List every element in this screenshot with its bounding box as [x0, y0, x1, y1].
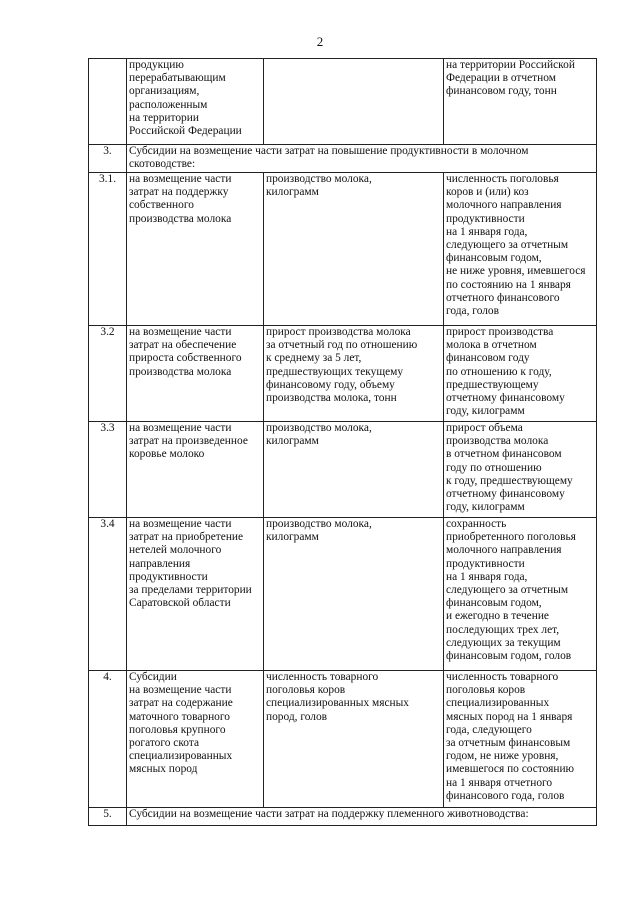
- result-indicator-line: производства молока, тонн: [266, 392, 397, 405]
- section-title: [127, 808, 597, 826]
- target-indicator-line: годом, не ниже уровня,: [446, 750, 559, 763]
- subsidy-purpose-line: мясных пород: [129, 763, 198, 776]
- subsidy-purpose-line: маточного товарного: [129, 710, 230, 723]
- target-indicator-line: продуктивности: [446, 212, 525, 225]
- target-indicator-line: следующего за отчетным: [446, 239, 569, 252]
- target-indicator-line: следующего за отчетным: [446, 584, 569, 597]
- target-indicator: [444, 518, 597, 671]
- row-number: 3.: [89, 145, 127, 173]
- target-indicator-line: финансовым годом,: [446, 597, 542, 610]
- subsidy-purpose-line: поголовья крупного: [129, 723, 226, 736]
- result-indicator-line: поголовья коров: [266, 684, 346, 697]
- target-indicator-line: коров и (или) коз: [446, 186, 529, 199]
- result-indicator: [264, 326, 444, 422]
- subsidy-purpose: [127, 173, 264, 326]
- result-indicator: [264, 518, 444, 671]
- result-indicator: [264, 173, 444, 326]
- table-row: [89, 173, 597, 326]
- target-indicator-line: отчетного финансового: [446, 291, 560, 304]
- table-row: [89, 59, 597, 145]
- subsidy-purpose-line: затрат на содержание: [129, 697, 233, 710]
- subsidy-table: [88, 58, 597, 826]
- target-indicator-line: году по отношению: [446, 461, 542, 474]
- target-indicator-line: производства молока: [446, 435, 549, 448]
- result-indicator-line: производство молока,: [266, 518, 372, 530]
- section-title-line: Субсидии на возмещение части затрат на поддержку племенного животноводства:: [129, 808, 529, 820]
- subsidy-purpose-line: затрат на поддержку: [129, 186, 229, 199]
- target-indicator-line: поголовья коров: [446, 684, 526, 697]
- subsidy-purpose-line: за пределами территории: [129, 584, 252, 597]
- section-row: [89, 808, 597, 826]
- table-row: [89, 326, 597, 422]
- target-indicator-line: молока в отчетном: [446, 339, 537, 352]
- target-indicator-line: на 1 января года,: [446, 225, 528, 238]
- subsidy-purpose-line: собственного: [129, 199, 194, 212]
- target-indicator-line: последующих трех лет,: [446, 623, 560, 636]
- subsidy-purpose-line: продуктивности: [129, 570, 208, 583]
- target-indicator-line: в отчетном финансовом: [446, 448, 562, 461]
- target-indicator-line: молочного направления: [446, 544, 562, 557]
- target-indicator-line: следующих за текущим: [446, 636, 561, 649]
- target-indicator-line: года, голов: [446, 305, 499, 318]
- target-indicator-line: имевшегося по состоянию: [446, 763, 575, 776]
- subsidy-purpose-line: направления: [129, 557, 191, 570]
- subsidy-purpose-line: на возмещение части: [129, 684, 232, 697]
- subsidy-purpose-line: перерабатывающим: [129, 72, 226, 85]
- result-indicator-line: пород, голов: [266, 710, 328, 723]
- row-number: 3.1.: [89, 173, 127, 326]
- target-indicator-line: предшествующему: [446, 378, 539, 391]
- target-indicator: [444, 59, 597, 145]
- result-indicator-line: финансовому году, объему: [266, 378, 395, 391]
- result-indicator-line: прирост производства молока: [266, 326, 411, 338]
- section-row: [89, 145, 597, 173]
- result-indicator: [264, 671, 444, 808]
- subsidy-purpose-line: Российской Федерации: [129, 125, 242, 138]
- row-number: 3.4: [89, 518, 127, 671]
- subsidy-purpose-line: расположенным: [129, 98, 208, 111]
- subsidy-purpose-line: производства молока: [129, 365, 232, 378]
- subsidy-purpose: [127, 518, 264, 671]
- result-indicator: [264, 59, 444, 145]
- target-indicator-line: отчетному финансовому: [446, 488, 565, 501]
- result-indicator-line: специализированных мясных: [266, 697, 409, 710]
- subsidy-purpose-line: Саратовской области: [129, 597, 231, 610]
- table-row: [89, 518, 597, 671]
- target-indicator-line: за отчетным финансовым: [446, 737, 571, 750]
- result-indicator: [264, 422, 444, 518]
- subsidy-purpose-line: затрат на приобретение: [129, 531, 244, 544]
- target-indicator-line: приобретенного поголовья: [446, 531, 576, 544]
- subsidy-purpose-line: рогатого скота: [129, 737, 200, 750]
- subsidy-purpose-line: нетелей молочного: [129, 544, 222, 557]
- target-indicator-line: не ниже уровня, имевшегося: [446, 265, 586, 278]
- result-indicator-line: численность товарного: [266, 671, 379, 683]
- target-indicator-line: численность поголовья: [446, 173, 559, 185]
- target-indicator-line: прирост объема: [446, 422, 523, 434]
- target-indicator-line: молочного направления: [446, 199, 562, 212]
- subsidy-purpose-line: Субсидии: [129, 671, 177, 683]
- subsidy-purpose-line: специализированных: [129, 750, 233, 763]
- target-indicator: [444, 173, 597, 326]
- target-indicator-line: специализированных: [446, 697, 550, 710]
- result-indicator-line: за отчетный год по отношению: [266, 339, 418, 352]
- result-indicator-line: предшествующих текущему: [266, 365, 404, 378]
- subsidy-purpose-line: прироста собственного: [129, 352, 242, 365]
- subsidy-purpose-line: на возмещение части: [129, 173, 232, 185]
- subsidy-purpose-line: продукцию: [129, 59, 184, 71]
- subsidy-purpose-line: затрат на произведенное: [129, 435, 248, 448]
- result-indicator-line: производство молока,: [266, 173, 372, 185]
- target-indicator-line: финансовом году: [446, 352, 530, 365]
- row-number: 5.: [89, 808, 127, 826]
- target-indicator-line: финансового года, голов: [446, 789, 565, 802]
- subsidy-purpose-line: затрат на обеспечение: [129, 339, 237, 352]
- target-indicator-line: Федерации в отчетном: [446, 72, 556, 85]
- target-indicator: [444, 422, 597, 518]
- target-indicator-line: продуктивности: [446, 557, 525, 570]
- target-indicator-line: сохранность: [446, 518, 507, 530]
- result-indicator-line: килограмм: [266, 531, 319, 544]
- subsidy-purpose-line: коровье молоко: [129, 448, 205, 461]
- page-number: 2: [316, 34, 324, 49]
- result-indicator-line: к среднему за 5 лет,: [266, 352, 362, 365]
- target-indicator-line: отчетному финансовому: [446, 392, 565, 405]
- section-title: [127, 145, 597, 173]
- target-indicator-line: году, килограмм: [446, 501, 525, 514]
- target-indicator: [444, 326, 597, 422]
- result-indicator-line: килограмм: [266, 435, 319, 448]
- table-row: [89, 422, 597, 518]
- subsidy-purpose: [127, 422, 264, 518]
- subsidy-purpose-line: на возмещение части: [129, 326, 232, 338]
- row-number: 3.3: [89, 422, 127, 518]
- subsidy-purpose: [127, 59, 264, 145]
- target-indicator-line: прирост производства: [446, 326, 554, 338]
- section-title-line: Субсидии на возмещение части затрат на повышение продуктивности в молочном: [129, 145, 529, 157]
- target-indicator-line: на 1 января отчетного: [446, 776, 553, 789]
- target-indicator-line: финансовым годом, голов: [446, 650, 572, 663]
- target-indicator-line: к году, предшествующему: [446, 474, 573, 487]
- target-indicator-line: году, килограмм: [446, 405, 525, 418]
- row-number: 3.2: [89, 326, 127, 422]
- target-indicator-line: года, следующего: [446, 723, 532, 736]
- target-indicator-line: и ежегодно в течение: [446, 610, 549, 623]
- target-indicator: [444, 671, 597, 808]
- result-indicator-line: килограмм: [266, 186, 319, 199]
- subsidy-purpose: [127, 326, 264, 422]
- result-indicator-line: производство молока,: [266, 422, 372, 434]
- target-indicator-line: финансовым годом,: [446, 252, 542, 265]
- subsidy-purpose-line: производства молока: [129, 212, 232, 225]
- target-indicator-line: численность товарного: [446, 671, 559, 683]
- target-indicator-line: по состоянию на 1 января: [446, 278, 571, 291]
- table-row: [89, 671, 597, 808]
- subsidy-purpose-line: на возмещение части: [129, 422, 232, 434]
- subsidy-purpose-line: организациям,: [129, 85, 200, 98]
- row-number: [89, 59, 127, 145]
- target-indicator-line: по отношению к году,: [446, 365, 552, 378]
- subsidy-purpose: [127, 671, 264, 808]
- row-number: 4.: [89, 671, 127, 808]
- subsidy-purpose-line: на возмещение части: [129, 518, 232, 530]
- target-indicator-line: на 1 января года,: [446, 570, 528, 583]
- subsidy-purpose-line: на территории: [129, 111, 199, 124]
- target-indicator-line: финансовом году, тонн: [446, 85, 557, 98]
- target-indicator-line: мясных пород на 1 января: [446, 710, 573, 723]
- target-indicator-line: на территории Российской: [446, 59, 575, 71]
- section-title-line: скотоводстве:: [129, 158, 196, 171]
